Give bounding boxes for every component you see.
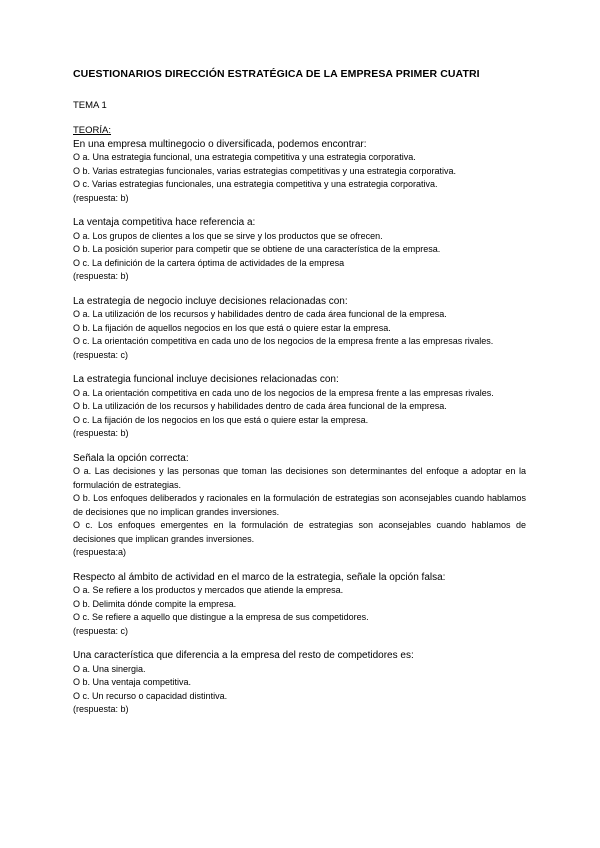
tema-heading: TEMA 1	[73, 99, 107, 111]
document-body	[73, 68, 526, 728]
question-2	[73, 216, 526, 284]
question-stem: En una empresa multinegocio o diversificada, podemos encontrar:	[73, 138, 367, 150]
question-5	[73, 452, 526, 560]
question-6	[73, 571, 526, 639]
option-b: O b. Una ventaja competitiva.	[73, 677, 192, 687]
document-title: CUESTIONARIOS DIRECCIÓN ESTRATÉGICA DE LA EMPRESA PRIMER CUATRI	[73, 68, 480, 80]
question-stem: Respecto al ámbito de actividad en el marco de la estrategia, señale la opción falsa:	[73, 571, 446, 583]
question-stem: Señala la opción correcta:	[73, 452, 189, 464]
question-7	[73, 649, 526, 717]
option-b: O b. Varias estrategias funcionales, varias estrategias competitivas y una estrategia corporativa.	[73, 165, 457, 176]
option-a: O a. Se refiere a los productos y mercados que atiende la empresa.	[73, 585, 344, 595]
answer-key: (respuesta:a)	[73, 547, 127, 557]
option-a: O a. Las decisiones y las personas que toman las decisiones son determinantes del enfoque a adoptar en la formulación de estrategias.	[73, 466, 526, 490]
option-a: O a. Los grupos de clientes a los que se sirve y los productos que se ofrecen.	[73, 230, 383, 241]
question-stem: Una característica que diferencia a la empresa del resto de competidores es:	[73, 650, 414, 661]
option-c: O c. Varias estrategias funcionales, una estrategia competitiva y una estrategia corporativa.	[73, 179, 438, 189]
option-a: O a. La orientación competitiva en cada uno de los negocios de la empresa frente a las empresas rivales.	[73, 387, 494, 398]
option-a: O a. Una estrategia funcional, una estrategia competitiva y una estrategia corporativa.	[73, 152, 416, 162]
answer-key: (respuesta: b)	[73, 428, 129, 438]
answer-key: (respuesta: b)	[73, 192, 129, 203]
question-3	[73, 295, 526, 363]
question-stem: La estrategia de negocio incluye decisiones relacionadas con:	[73, 295, 348, 307]
option-b: O b. La posición superior para competir que se obtiene de una característica de la empresa.	[73, 244, 441, 254]
answer-key: (respuesta: c)	[73, 349, 129, 360]
option-b: O b. Delimita dónde compite la empresa.	[73, 598, 237, 609]
option-b: O b. La utilización de los recursos y habilidades dentro de cada área funcional de la empresa.	[73, 401, 447, 411]
option-c: O c. La fijación de los negocios en los que está o quiere estar la empresa.	[73, 414, 369, 425]
question-1	[73, 138, 526, 206]
option-c: O c. Los enfoques emergentes en la formulación de estrategias son aconsejables cuando hablamos de decisiones que implican grandes inversiones.	[73, 520, 526, 544]
answer-key: (respuesta: b)	[73, 271, 129, 281]
option-c: O c. La orientación competitiva en cada uno de los negocios de la empresa frente a las empresas rivales.	[73, 336, 494, 346]
answer-key: (respuesta: c)	[73, 625, 129, 636]
option-b: O b. La fijación de aquellos negocios en los que está o quiere estar la empresa.	[73, 322, 391, 333]
option-c: O c. La definición de la cartera óptima de actividades de la empresa	[73, 257, 345, 268]
answer-key: (respuesta: b)	[73, 704, 129, 714]
question-stem: La ventaja competitiva hace referencia a:	[73, 217, 256, 228]
question-stem: La estrategia funcional incluye decisiones relacionadas con:	[73, 374, 339, 385]
option-a: O a. La utilización de los recursos y habilidades dentro de cada área funcional de la empresa.	[73, 309, 447, 319]
option-a: O a. Una sinergia.	[73, 663, 146, 674]
option-b: O b. Los enfoques deliberados y racionales en la formulación de estrategias son aconsejables cuando hablamos de decisiones que no implican grandes inversiones.	[73, 493, 526, 517]
section-label-teoria: TEORÍA:	[73, 125, 112, 136]
option-c: O c. Un recurso o capacidad distintiva.	[73, 690, 228, 701]
option-c: O c. Se refiere a aquello que distingue a la empresa de sus competidores.	[73, 612, 369, 622]
question-4	[73, 373, 526, 441]
